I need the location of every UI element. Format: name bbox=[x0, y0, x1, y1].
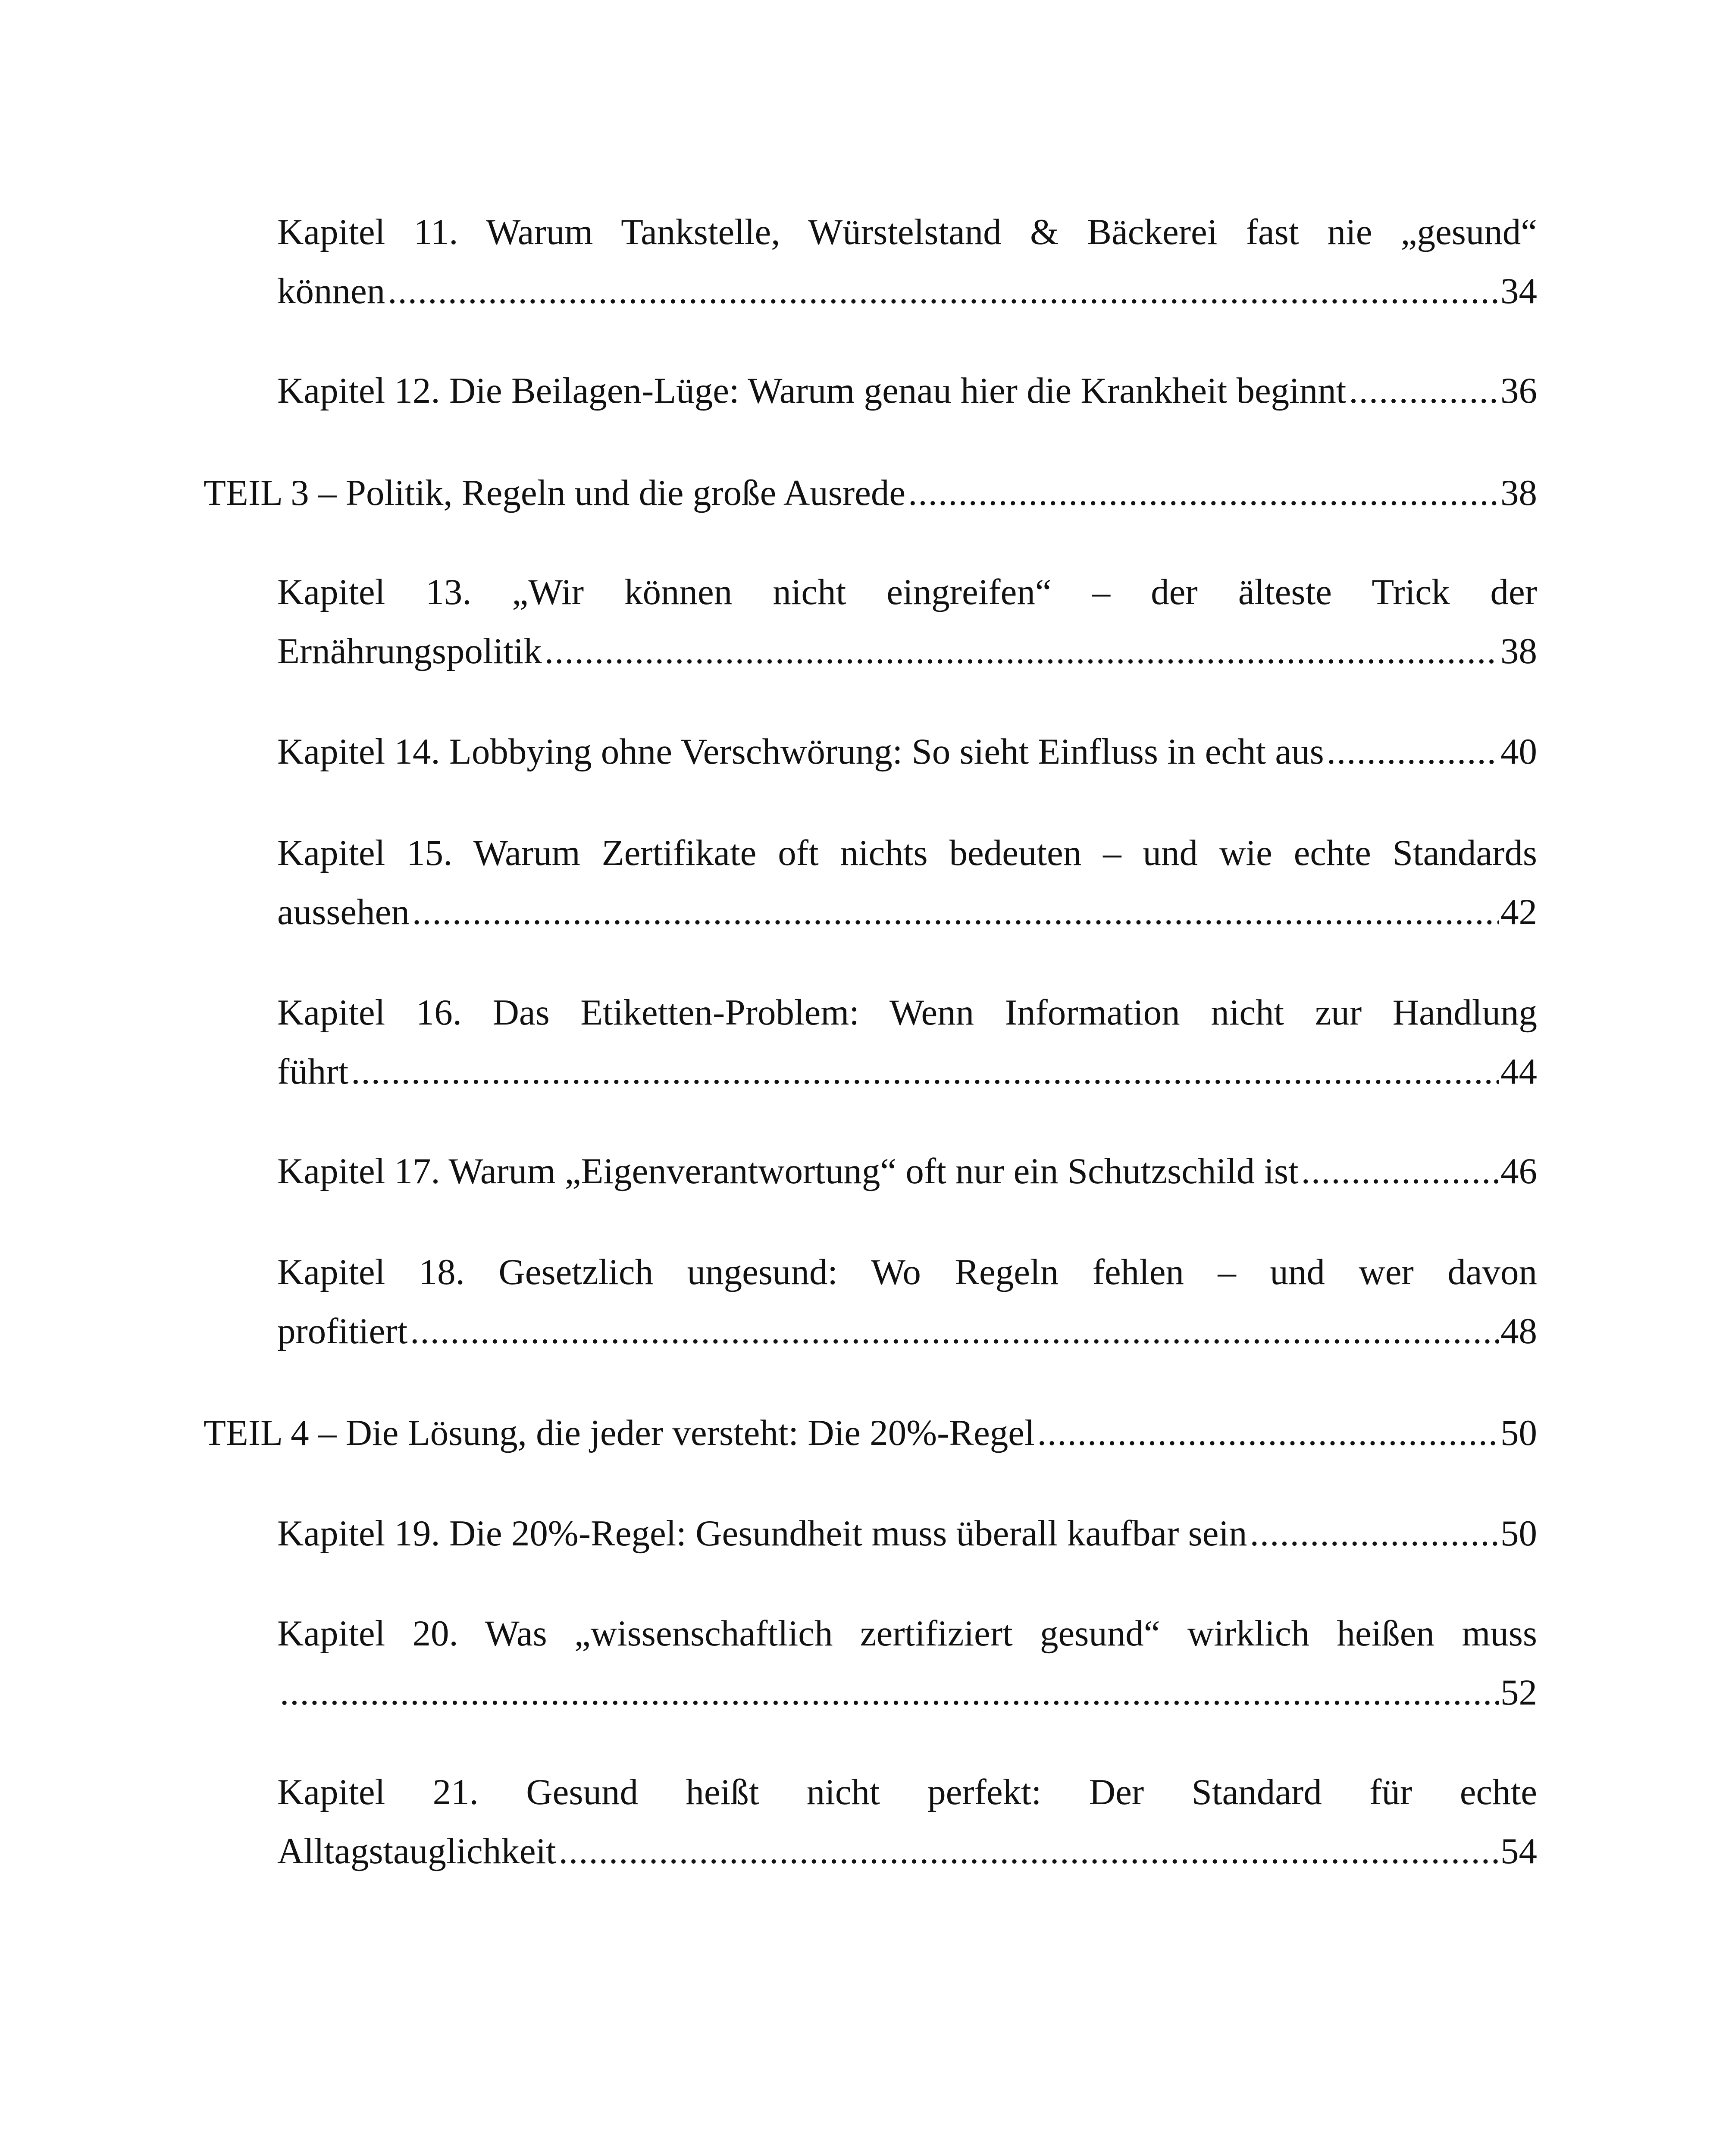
dot-leader bbox=[388, 262, 1499, 321]
toc-entry-chapter-11[interactable] bbox=[277, 203, 1537, 321]
toc-entry-chapter-14[interactable] bbox=[277, 722, 1537, 781]
toc-entry-text: Kapitel 13. „Wir können nicht eingreifen“ – der älteste Trick der bbox=[277, 572, 1537, 612]
dot-leader bbox=[280, 1663, 1499, 1722]
toc-leader-line bbox=[277, 361, 1537, 420]
toc-entry-text: Kapitel 12. Die Beilagen-Lüge: Warum genau hier die Krankheit beginnt bbox=[277, 370, 1347, 411]
toc-entry-text: Kapitel 21. Gesund heißt nicht perfekt: Der Standard für echte bbox=[277, 1772, 1537, 1812]
toc-page-number: 46 bbox=[1500, 1151, 1537, 1191]
toc-entry-text: Ernährungspolitik bbox=[277, 631, 542, 671]
toc-leader-line bbox=[277, 1822, 1537, 1881]
toc-entry-part-4[interactable] bbox=[204, 1404, 1537, 1463]
toc-page-number: 50 bbox=[1500, 1513, 1537, 1554]
toc-entry-text: aussehen bbox=[277, 892, 410, 932]
toc-entry-text: führt bbox=[277, 1051, 349, 1092]
toc-leader-line bbox=[204, 1404, 1537, 1463]
toc-page-number: 50 bbox=[1500, 1413, 1537, 1453]
toc-leader-line bbox=[277, 1042, 1537, 1101]
toc-page-number: 38 bbox=[1500, 473, 1537, 513]
toc-page-number: 40 bbox=[1500, 731, 1537, 772]
dot-leader bbox=[410, 1302, 1499, 1361]
dot-leader bbox=[1301, 1142, 1499, 1201]
toc-entry-chapter-15[interactable] bbox=[277, 824, 1537, 942]
toc-entry-text: Alltagstauglichkeit bbox=[277, 1831, 556, 1871]
toc-leader-line bbox=[204, 464, 1537, 523]
toc-entry-text: Kapitel 19. Die 20%-Regel: Gesundheit muss überall kaufbar sein bbox=[277, 1513, 1247, 1554]
toc-entry-chapter-12[interactable] bbox=[277, 361, 1537, 420]
toc-page-number: 54 bbox=[1500, 1831, 1537, 1871]
toc-entry-chapter-21[interactable] bbox=[277, 1763, 1537, 1881]
toc-leader-line bbox=[277, 883, 1537, 942]
toc-entry-text: Kapitel 18. Gesetzlich ungesund: Wo Regeln fehlen – und wer davon bbox=[277, 1252, 1537, 1292]
toc-page-number: 52 bbox=[1500, 1672, 1537, 1713]
toc-leader-line bbox=[277, 262, 1537, 321]
toc-entry-text: Kapitel 17. Warum „Eigenverantwortung“ oft nur ein Schutzschild ist bbox=[277, 1151, 1299, 1191]
dot-leader bbox=[559, 1822, 1499, 1881]
toc-entry-text: TEIL 3 – Politik, Regeln und die große Ausrede bbox=[204, 473, 906, 513]
dot-leader bbox=[412, 883, 1499, 942]
dot-leader bbox=[908, 464, 1499, 523]
toc-entry-text: können bbox=[277, 271, 385, 311]
toc-leader-line bbox=[277, 622, 1537, 681]
toc-page-number: 44 bbox=[1500, 1051, 1537, 1092]
dot-leader bbox=[1327, 722, 1499, 781]
toc-entry-text: TEIL 4 – Die Lösung, die jeder versteht: Die 20%-Regel bbox=[204, 1413, 1035, 1453]
toc-entry-text: Kapitel 14. Lobbying ohne Verschwörung: So sieht Einfluss in echt aus bbox=[277, 731, 1324, 772]
toc-leader-line bbox=[277, 1504, 1537, 1563]
toc-page-number: 36 bbox=[1500, 370, 1537, 411]
toc-leader-line bbox=[277, 1142, 1537, 1201]
toc-page-number: 48 bbox=[1500, 1311, 1537, 1351]
toc-entry-chapter-17[interactable] bbox=[277, 1142, 1537, 1201]
toc-entry-text: Kapitel 16. Das Etiketten-Problem: Wenn Information nicht zur Handlung bbox=[277, 992, 1537, 1033]
toc-entry-chapter-20[interactable] bbox=[277, 1604, 1537, 1722]
toc-page-number: 38 bbox=[1500, 631, 1537, 671]
toc-leader-line bbox=[277, 1663, 1537, 1722]
dot-leader bbox=[1349, 361, 1499, 420]
dot-leader bbox=[1037, 1404, 1499, 1463]
toc-entry-chapter-18[interactable] bbox=[277, 1243, 1537, 1361]
toc-entry-text: Kapitel 15. Warum Zertifikate oft nichts bedeuten – und wie echte Standards bbox=[277, 833, 1537, 873]
toc-leader-line bbox=[277, 1302, 1537, 1361]
toc-entry-text: Kapitel 11. Warum Tankstelle, Würstelstand & Bäckerei fast nie „gesund“ bbox=[277, 212, 1537, 252]
toc-entry-chapter-16[interactable] bbox=[277, 983, 1537, 1101]
toc-page-number: 34 bbox=[1500, 271, 1537, 311]
toc-page-number: 42 bbox=[1500, 892, 1537, 932]
toc-entry-text: profitiert bbox=[277, 1311, 408, 1351]
toc-entry-chapter-13[interactable] bbox=[277, 563, 1537, 681]
dot-leader bbox=[1250, 1504, 1499, 1563]
toc-entry-chapter-19[interactable] bbox=[277, 1504, 1537, 1563]
toc-entry-text: Kapitel 20. Was „wissenschaftlich zertifiziert gesund“ wirklich heißen muss bbox=[277, 1613, 1537, 1654]
dot-leader bbox=[351, 1042, 1499, 1101]
dot-leader bbox=[545, 622, 1499, 681]
toc-entry-part-3[interactable] bbox=[204, 464, 1537, 523]
toc-leader-line bbox=[277, 722, 1537, 781]
